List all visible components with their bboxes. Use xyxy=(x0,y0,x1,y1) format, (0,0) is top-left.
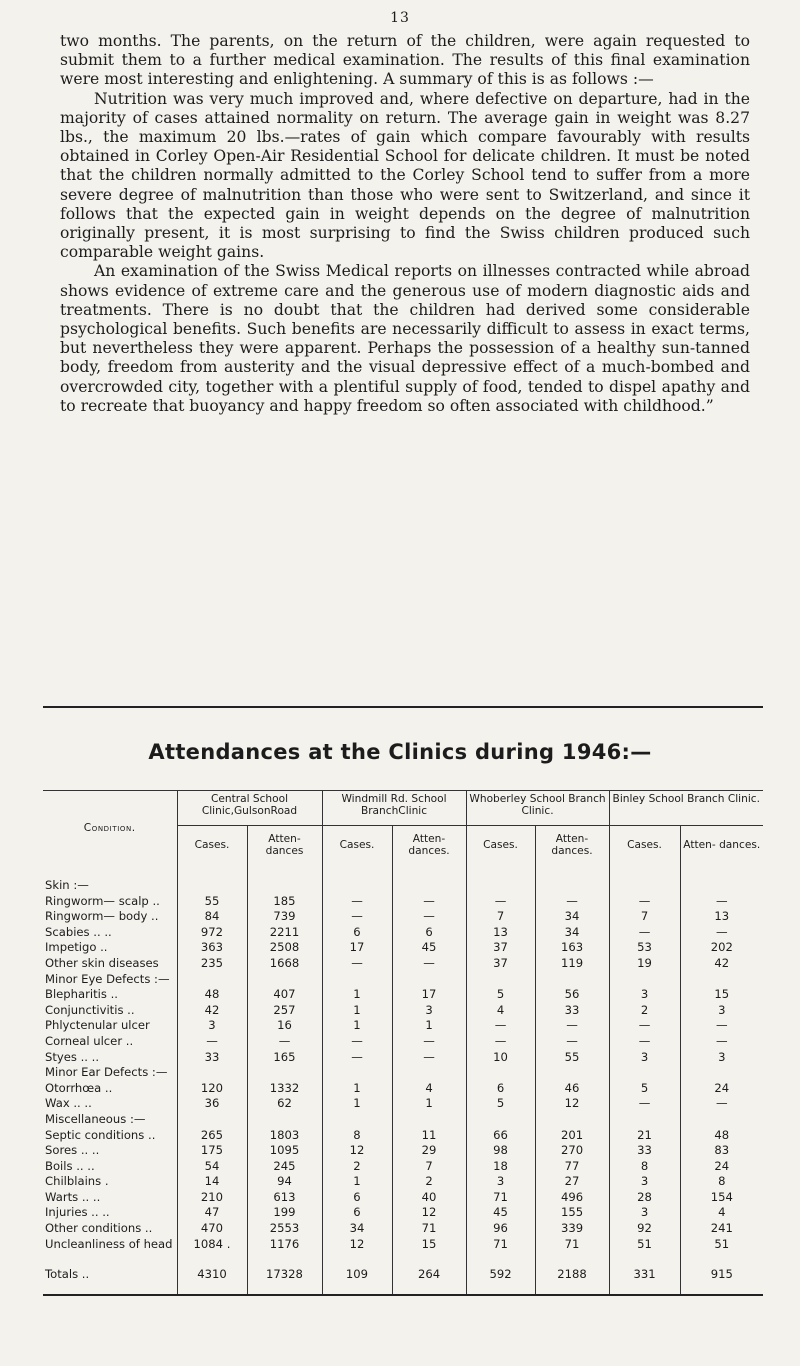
empty-cell xyxy=(680,1112,763,1128)
table-cell: 34 xyxy=(535,909,609,925)
table-cell: — xyxy=(466,894,535,910)
table-row xyxy=(43,1018,763,1034)
table-cell: — xyxy=(247,1034,322,1050)
table-cell: 2 xyxy=(392,1174,466,1190)
section-row xyxy=(43,1112,763,1128)
table-cell: 98 xyxy=(466,1143,535,1159)
empty-cell xyxy=(392,878,466,894)
table-cell: 36 xyxy=(177,1096,247,1112)
empty-cell xyxy=(466,1065,535,1081)
column-header: Cases. xyxy=(322,826,392,865)
column-header: Atten- dances. xyxy=(535,826,609,865)
table-cell: 185 xyxy=(247,894,322,910)
section-row xyxy=(43,1065,763,1081)
table-cell: 34 xyxy=(535,925,609,941)
row-label: Other conditions .. xyxy=(45,1221,153,1236)
table-cell: 2 xyxy=(322,1159,392,1175)
table-row xyxy=(43,894,763,910)
table-cell: 17 xyxy=(322,940,392,956)
table-cell: 33 xyxy=(609,1143,680,1159)
row-label: Impetigo .. xyxy=(45,940,108,955)
spacer-row xyxy=(43,864,763,878)
empty-cell xyxy=(466,1112,535,1128)
group-header-windmill: Windmill Rd. School BranchClinic xyxy=(322,791,466,826)
table-cell: 37 xyxy=(466,940,535,956)
table-cell: 6 xyxy=(466,1081,535,1097)
table-cell: — xyxy=(609,925,680,941)
table-cell: 13 xyxy=(680,909,763,925)
table-cell: 51 xyxy=(680,1237,763,1253)
row-label: Ringworm— body .. xyxy=(45,909,159,924)
table-row xyxy=(43,1237,763,1253)
section-label: Skin :— xyxy=(45,878,89,892)
group-header-central: Central School Clinic,GulsonRoad xyxy=(177,791,322,826)
row-label: Uncleanliness of head xyxy=(45,1236,173,1251)
empty-cell xyxy=(177,1065,247,1081)
table-cell: 42 xyxy=(680,956,763,972)
table-cell: 33 xyxy=(177,1050,247,1066)
row-label: Warts .. .. xyxy=(45,1189,101,1204)
table-cell: 592 xyxy=(466,1262,535,1288)
table-row xyxy=(43,1128,763,1144)
table-cell: 21 xyxy=(609,1128,680,1144)
table-body xyxy=(43,864,763,1295)
table-cell: 15 xyxy=(392,1237,466,1253)
empty-cell xyxy=(609,1065,680,1081)
table-cell: — xyxy=(322,909,392,925)
table-cell: 29 xyxy=(392,1143,466,1159)
table-cell: 3 xyxy=(466,1174,535,1190)
table-cell: 245 xyxy=(247,1159,322,1175)
table-cell: 10 xyxy=(466,1050,535,1066)
table-cell: 915 xyxy=(680,1262,763,1288)
table-cell: 51 xyxy=(609,1237,680,1253)
table-row xyxy=(43,956,763,972)
table-cell: — xyxy=(322,956,392,972)
table-cell: 42 xyxy=(177,1003,247,1019)
section-label: Miscellaneous :— xyxy=(45,1111,146,1126)
table-cell: 1 xyxy=(322,1096,392,1112)
table-cell: 109 xyxy=(322,1262,392,1288)
table-cell: 407 xyxy=(247,987,322,1003)
table-cell: 1 xyxy=(322,1081,392,1097)
paragraph: An examination of the Swiss Medical reports on illnesses contracted while abroad shows evidence of extreme care and the generous use of modern diagnostic aids and treatments. There is no doubt that the children had derived some considerable psychological benefits. Such benefits are necessarily difficult to assess in exact terms, but nevertheless they were apparent. Perhaps the possession of a healthy sun-tanned body, freedom from austerity and the visual depressive effect of a much-bombed and overcrowded city, together with a plentiful supply of food, tended to dispel apathy and to recreate that buoyancy and happy freedom so often associated with childhood.” xyxy=(60,262,750,415)
column-header: Atten- dances. xyxy=(392,826,466,865)
table-cell: — xyxy=(466,1034,535,1050)
empty-cell xyxy=(466,972,535,988)
table-cell: 71 xyxy=(392,1221,466,1237)
table-cell: 241 xyxy=(680,1221,763,1237)
attendances-table xyxy=(43,790,763,1296)
group-header-binley: Binley School Branch Clinic. xyxy=(609,791,763,826)
table-cell: 16 xyxy=(247,1018,322,1034)
table-cell: — xyxy=(680,1018,763,1034)
table-cell: 2211 xyxy=(247,925,322,941)
table-cell: — xyxy=(466,1018,535,1034)
table-cell: 12 xyxy=(322,1237,392,1253)
spacer-row xyxy=(43,1252,763,1262)
table-cell: 55 xyxy=(535,1050,609,1066)
row-label: Blepharitis .. xyxy=(45,987,118,1002)
table-cell: 12 xyxy=(392,1205,466,1221)
empty-cell xyxy=(177,1112,247,1128)
table-cell: 48 xyxy=(177,987,247,1003)
table-cell: 363 xyxy=(177,940,247,956)
table-row xyxy=(43,1159,763,1175)
table-row xyxy=(43,925,763,941)
table-cell: 13 xyxy=(466,925,535,941)
table-row xyxy=(43,1003,763,1019)
table-row xyxy=(43,1221,763,1237)
table-cell: 17328 xyxy=(247,1262,322,1288)
table-row xyxy=(43,987,763,1003)
table-cell: 6 xyxy=(322,925,392,941)
table-cell: 3 xyxy=(392,1003,466,1019)
empty-cell xyxy=(322,1065,392,1081)
table-cell: 1084 . xyxy=(177,1237,247,1253)
empty-cell xyxy=(535,1065,609,1081)
table-cell: 2553 xyxy=(247,1221,322,1237)
table-cell: 56 xyxy=(535,987,609,1003)
totals-row xyxy=(43,1262,763,1288)
table-cell: 2508 xyxy=(247,940,322,956)
table-cell: 6 xyxy=(322,1190,392,1206)
table-cell: 470 xyxy=(177,1221,247,1237)
empty-cell xyxy=(247,1065,322,1081)
table-cell: — xyxy=(322,1034,392,1050)
table-cell: 270 xyxy=(535,1143,609,1159)
table-cell: 53 xyxy=(609,940,680,956)
table-cell: 4 xyxy=(392,1081,466,1097)
table-cell: — xyxy=(177,1034,247,1050)
table-cell: 28 xyxy=(609,1190,680,1206)
table-cell: 62 xyxy=(247,1096,322,1112)
empty-cell xyxy=(247,972,322,988)
table-cell: 1668 xyxy=(247,956,322,972)
table-cell: 17 xyxy=(392,987,466,1003)
table-cell: 163 xyxy=(535,940,609,956)
table-row xyxy=(43,1174,763,1190)
table-cell: 1176 xyxy=(247,1237,322,1253)
table-cell: 264 xyxy=(392,1262,466,1288)
table-cell: 3 xyxy=(680,1003,763,1019)
table-cell: — xyxy=(609,1096,680,1112)
table-cell: 7 xyxy=(609,909,680,925)
row-label: Totals .. xyxy=(45,1267,90,1282)
column-header: Cases. xyxy=(466,826,535,865)
empty-cell xyxy=(680,972,763,988)
table-cell: 3 xyxy=(609,1174,680,1190)
table-cell: 257 xyxy=(247,1003,322,1019)
column-header: Cases. xyxy=(177,826,247,865)
table-cell: 19 xyxy=(609,956,680,972)
row-label: Corneal ulcer .. xyxy=(45,1033,134,1048)
table-cell: — xyxy=(392,956,466,972)
table-title: Attendances at the Clinics during 1946:— xyxy=(148,740,652,764)
table-cell: 201 xyxy=(535,1128,609,1144)
section-label: Minor Eye Defects :— xyxy=(45,971,170,986)
table-cell: 8 xyxy=(322,1128,392,1144)
table-cell: 11 xyxy=(392,1128,466,1144)
table-cell: 155 xyxy=(535,1205,609,1221)
page-number: 13 xyxy=(390,10,410,26)
empty-cell xyxy=(322,878,392,894)
table-cell: 202 xyxy=(680,940,763,956)
table-row xyxy=(43,1081,763,1097)
table-cell: 1803 xyxy=(247,1128,322,1144)
empty-cell xyxy=(609,972,680,988)
empty-cell xyxy=(609,878,680,894)
table-cell: 235 xyxy=(177,956,247,972)
table-cell: — xyxy=(535,894,609,910)
table-cell: 55 xyxy=(177,894,247,910)
table-cell: — xyxy=(322,894,392,910)
table-cell: 496 xyxy=(535,1190,609,1206)
table-cell: 7 xyxy=(392,1159,466,1175)
table-cell: 83 xyxy=(680,1143,763,1159)
table-cell: 5 xyxy=(466,1096,535,1112)
table-cell: 1332 xyxy=(247,1081,322,1097)
row-label: Boils .. .. xyxy=(45,1158,95,1173)
table-cell: 27 xyxy=(535,1174,609,1190)
table-cell: 972 xyxy=(177,925,247,941)
table-cell: 94 xyxy=(247,1174,322,1190)
row-label: Wax .. .. xyxy=(45,1096,92,1111)
table-cell: 3 xyxy=(177,1018,247,1034)
table-cell: 46 xyxy=(535,1081,609,1097)
table-cell: 613 xyxy=(247,1190,322,1206)
table-cell: 3 xyxy=(680,1050,763,1066)
column-header: Cases. xyxy=(609,826,680,865)
table-cell: 54 xyxy=(177,1159,247,1175)
table-cell: — xyxy=(609,1034,680,1050)
table-cell: 92 xyxy=(609,1221,680,1237)
paragraph: two months. The parents, on the return of the children, were again requested to submit them to a further medical examination. The results of this final examination were most interesting and enlightening. A summary of this is as follows :— xyxy=(60,32,750,89)
empty-cell xyxy=(392,1112,466,1128)
table-cell: — xyxy=(322,1050,392,1066)
table-row xyxy=(43,1096,763,1112)
section-label: Minor Ear Defects :— xyxy=(45,1065,168,1080)
table-cell: 1 xyxy=(322,1003,392,1019)
body-text xyxy=(60,32,750,416)
table-cell: 12 xyxy=(535,1096,609,1112)
table-cell: 3 xyxy=(609,1205,680,1221)
row-label: Chilblains . xyxy=(45,1174,109,1189)
table-cell: — xyxy=(609,1018,680,1034)
empty-cell xyxy=(247,1112,322,1128)
table-row xyxy=(43,1034,763,1050)
section-divider xyxy=(43,706,763,708)
table-cell: — xyxy=(535,1018,609,1034)
table-cell: 210 xyxy=(177,1190,247,1206)
table-cell: — xyxy=(680,894,763,910)
table-cell: — xyxy=(535,1034,609,1050)
table-cell: 5 xyxy=(609,1081,680,1097)
empty-cell xyxy=(177,878,247,894)
empty-cell xyxy=(247,878,322,894)
table-cell: 175 xyxy=(177,1143,247,1159)
table-cell: 45 xyxy=(466,1205,535,1221)
table-cell: 739 xyxy=(247,909,322,925)
table-cell: 45 xyxy=(392,940,466,956)
table-cell: 4 xyxy=(680,1205,763,1221)
table-cell: 1 xyxy=(392,1096,466,1112)
table-cell: 7 xyxy=(466,909,535,925)
table-cell: 24 xyxy=(680,1159,763,1175)
table-cell: — xyxy=(392,894,466,910)
table-cell: 8 xyxy=(609,1159,680,1175)
row-label: Ringworm— scalp .. xyxy=(45,893,160,908)
empty-cell xyxy=(680,1065,763,1081)
table-cell: — xyxy=(392,909,466,925)
empty-cell xyxy=(177,972,247,988)
empty-cell xyxy=(392,1065,466,1081)
empty-cell xyxy=(322,1112,392,1128)
table-cell: 5 xyxy=(466,987,535,1003)
table-cell: 40 xyxy=(392,1190,466,1206)
section-row xyxy=(43,878,763,894)
table-cell: 12 xyxy=(322,1143,392,1159)
group-header-whoberley: Whoberley School Branch Clinic. xyxy=(466,791,609,826)
table-cell: 37 xyxy=(466,956,535,972)
table-cell: 24 xyxy=(680,1081,763,1097)
table-bottom-rule xyxy=(43,1288,763,1295)
table-cell: 165 xyxy=(247,1050,322,1066)
table-cell: 77 xyxy=(535,1159,609,1175)
row-label: Injuries .. .. xyxy=(45,1205,110,1220)
table-cell: 34 xyxy=(322,1221,392,1237)
table-cell: 84 xyxy=(177,909,247,925)
table-cell: 18 xyxy=(466,1159,535,1175)
column-header: Atten- dances. xyxy=(680,826,763,865)
table-cell: 47 xyxy=(177,1205,247,1221)
table-cell: 71 xyxy=(535,1237,609,1253)
table-cell: 2 xyxy=(609,1003,680,1019)
table-cell: 1095 xyxy=(247,1143,322,1159)
empty-cell xyxy=(535,878,609,894)
table-row xyxy=(43,1050,763,1066)
row-label: Phlyctenular ulcer xyxy=(45,1018,150,1033)
empty-cell xyxy=(535,1112,609,1128)
table-cell: 4310 xyxy=(177,1262,247,1288)
table-row xyxy=(43,1190,763,1206)
empty-cell xyxy=(392,972,466,988)
row-label: Sores .. .. xyxy=(45,1143,100,1158)
empty-cell xyxy=(322,972,392,988)
empty-cell xyxy=(466,878,535,894)
empty-cell xyxy=(535,972,609,988)
table-cell: 3 xyxy=(609,987,680,1003)
column-header: Atten- dances xyxy=(247,826,322,865)
table-row xyxy=(43,940,763,956)
table-row xyxy=(43,1143,763,1159)
table-row xyxy=(43,909,763,925)
table-cell: 3 xyxy=(609,1050,680,1066)
empty-cell xyxy=(609,1112,680,1128)
row-label: Styes .. .. xyxy=(45,1049,100,1064)
table-cell: 119 xyxy=(535,956,609,972)
table-cell: 6 xyxy=(322,1205,392,1221)
table-cell: 1 xyxy=(322,1174,392,1190)
table-cell: 71 xyxy=(466,1237,535,1253)
row-label: Scabies .. .. xyxy=(45,924,112,939)
table-cell: 96 xyxy=(466,1221,535,1237)
row-label: Septic conditions .. xyxy=(45,1127,156,1142)
table-cell: — xyxy=(680,925,763,941)
table-cell: — xyxy=(392,1034,466,1050)
row-label: Otorrhœa .. xyxy=(45,1080,113,1095)
table-cell: 1 xyxy=(322,1018,392,1034)
table-cell: 199 xyxy=(247,1205,322,1221)
table-cell: 71 xyxy=(466,1190,535,1206)
table-cell: 120 xyxy=(177,1081,247,1097)
table-cell: 1 xyxy=(322,987,392,1003)
condition-header: Condition. xyxy=(43,791,177,865)
table-cell: 6 xyxy=(392,925,466,941)
row-label: Other skin diseases xyxy=(45,955,159,970)
table-cell: 14 xyxy=(177,1174,247,1190)
section-row xyxy=(43,972,763,988)
table-cell: 265 xyxy=(177,1128,247,1144)
table-cell: — xyxy=(680,1096,763,1112)
paragraph: Nutrition was very much improved and, where defective on departure, had in the majority of cases attained normality on return. The average gain in weight was 8.27 lbs., the maximum 20 lbs.—rates of gain which compare favourably with results obtained in Corley Open-Air Residential School for delicate children. It must be noted that the children normally admitted to the Corley School tend to suffer from a more severe degree of malnutrition than those who were sent to Switzerland, and since it follows that the expected gain in weight depends on the degree of malnutrition originally present, it is most surprising to find the Swiss children produced such comparable weight gains. xyxy=(60,89,750,262)
table-row xyxy=(43,1205,763,1221)
table-cell: 15 xyxy=(680,987,763,1003)
table-cell: 154 xyxy=(680,1190,763,1206)
table-cell: — xyxy=(680,1034,763,1050)
table-cell: 33 xyxy=(535,1003,609,1019)
table-cell: 1 xyxy=(392,1018,466,1034)
table-cell: 339 xyxy=(535,1221,609,1237)
table-cell: 2188 xyxy=(535,1262,609,1288)
table-cell: 66 xyxy=(466,1128,535,1144)
table-cell: 331 xyxy=(609,1262,680,1288)
table-cell: 48 xyxy=(680,1128,763,1144)
empty-cell xyxy=(680,878,763,894)
table-cell: 8 xyxy=(680,1174,763,1190)
row-label: Conjunctivitis .. xyxy=(45,1002,135,1017)
table-cell: — xyxy=(609,894,680,910)
table-cell: 4 xyxy=(466,1003,535,1019)
table-cell: — xyxy=(392,1050,466,1066)
